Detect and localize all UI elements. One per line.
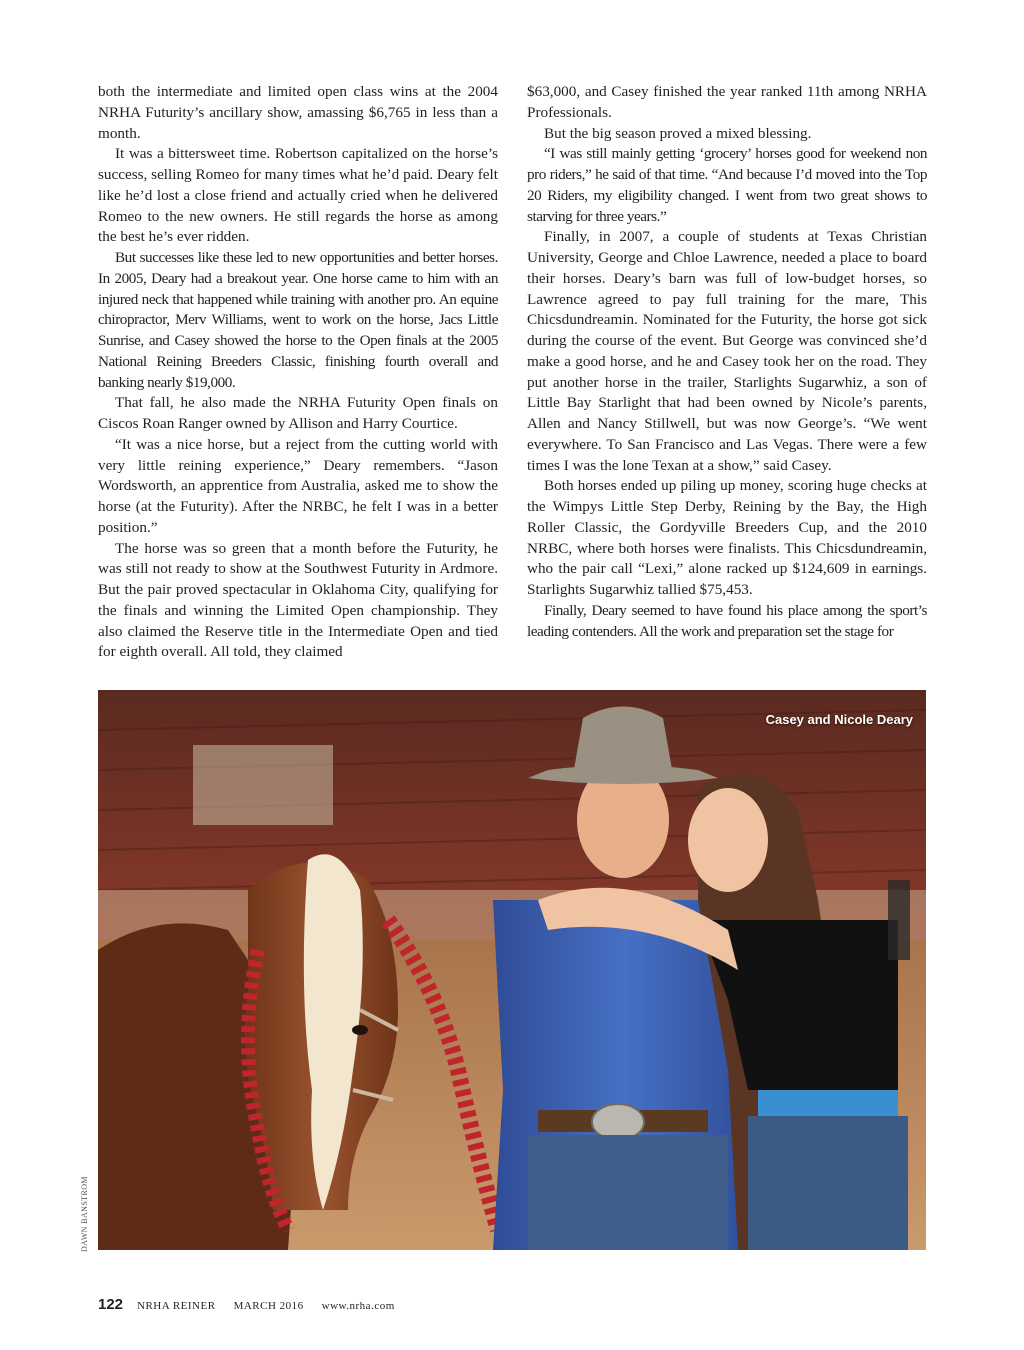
paragraph: It was a bittersweet time. Robertson capitalized on the horse’s success, selling Romeo for many times what he’d paid. Deary felt like he’d lost a close friend and actually cried when he delivered Romeo to the new owners. He still regards the horse as among the best he’s ever ridden. bbox=[98, 145, 498, 246]
article-column-left bbox=[98, 82, 498, 663]
paragraph: Both horses ended up piling up money, scoring huge checks at the Wimpys Little Step Derby, Reining by the Bay, the High Roller Classic, the Gordyville Breeders Cup, and the 2010 NRBC, where both horses were finalists. This Chicsdundreamin, who the pair call “Lexi,” alone racked up $124,609 in earnings. Starlights Sugarwhiz tallied $75,453. bbox=[527, 477, 927, 598]
paragraph: Finally, in 2007, a couple of students at Texas Christian University, George and Chloe Lawrence, needed a place to board their horses. Deary’s barn was full of low-budget horses, so Lawrence agreed to pay full training for the mare, This Chicsdundreamin. Nominated for the Futurity, the horse got sick during the course of the event. But George was convinced she’d make a good horse, and he and Casey took her on the road. They put another horse in the trailer, Starlights Sugarwhiz, a son of Little Bay Starlight that had been owned by Nicole’s parents, Allen and Nancy Stillwell, but was now George’s. “We went everywhere. To San Francisco and Las Vegas. There were a few times I was the lone Texan at a show,” said Casey. bbox=[527, 228, 927, 474]
paragraph: both the intermediate and limited open class wins at the 2004 NRHA Futurity’s ancillary show, amassing $6,765 in less than a month. bbox=[98, 83, 498, 142]
page-footer bbox=[98, 1296, 409, 1314]
paragraph: But the big season proved a mixed blessing. bbox=[544, 124, 812, 142]
cowboy-hat bbox=[573, 707, 673, 776]
publication-name: NRHA REINER bbox=[137, 1300, 216, 1312]
photo-illustration bbox=[98, 690, 926, 1250]
paragraph: “I was still mainly getting ‘grocery’ horses good for weekend non pro riders,” he said of that time. “And because I’d moved into the Top 20 Riders, my eligibility changed. I went from two great shows to starving for three years.” bbox=[527, 145, 927, 225]
article-column-right bbox=[527, 82, 927, 642]
paragraph: “It was a nice horse, but a reject from the cutting world with very little reining experience,” Deary remembers. “Jason Wordsworth, an apprentice from Australia, asked me to show the horse (at the Futurity). After the NRBC, he felt I was in a better position.” bbox=[98, 435, 498, 536]
paragraph: The horse was so green that a month before the Futurity, he was still not ready to show at the Southwest Futurity in Ardmore. But the pair proved spectacular in Oklahoma City, qualifying for the finals and winning the Limited Open championship. They also claimed the Reserve title in the Intermediate Open and tied for eighth overall. All told, they claimed bbox=[98, 539, 498, 661]
website-link[interactable]: www.nrha.com bbox=[321, 1300, 395, 1312]
beaded-belt bbox=[758, 1090, 898, 1116]
paragraph: Finally, Deary seemed to have found his place among the sport’s leading contenders. All the work and preparation set the stage for bbox=[527, 601, 927, 640]
belt-buckle bbox=[592, 1104, 644, 1140]
photo-caption: Casey and Nicole Deary bbox=[765, 712, 913, 727]
paragraph: That fall, he also made the NRHA Futurity Open finals on Ciscos Roan Ranger owned by Allison and Harry Courtice. bbox=[98, 394, 498, 432]
paragraph: But successes like these led to new opportunities and better horses. In 2005, Deary had a breakout year. One horse came to him with an injured neck that happened while training with another pro. An equine chiropractor, Merv Williams, went to work on the horse, Jacs Little Sunrise, and Casey showed the horse to the Open finals at the 2005 National Reining Breeders Classic, finishing fourth overall and banking nearly $19,000. bbox=[98, 249, 498, 391]
issue-date: MARCH 2016 bbox=[233, 1300, 304, 1312]
nicole-face bbox=[688, 788, 768, 892]
feature-photo bbox=[98, 690, 926, 1250]
page-number: 122 bbox=[98, 1296, 124, 1313]
photo-credit: DAWN BANSTROM bbox=[80, 1176, 89, 1252]
paragraph: $63,000, and Casey finished the year ranked 11th among NRHA Professionals. bbox=[527, 83, 927, 121]
arena-box-suite bbox=[193, 745, 333, 825]
